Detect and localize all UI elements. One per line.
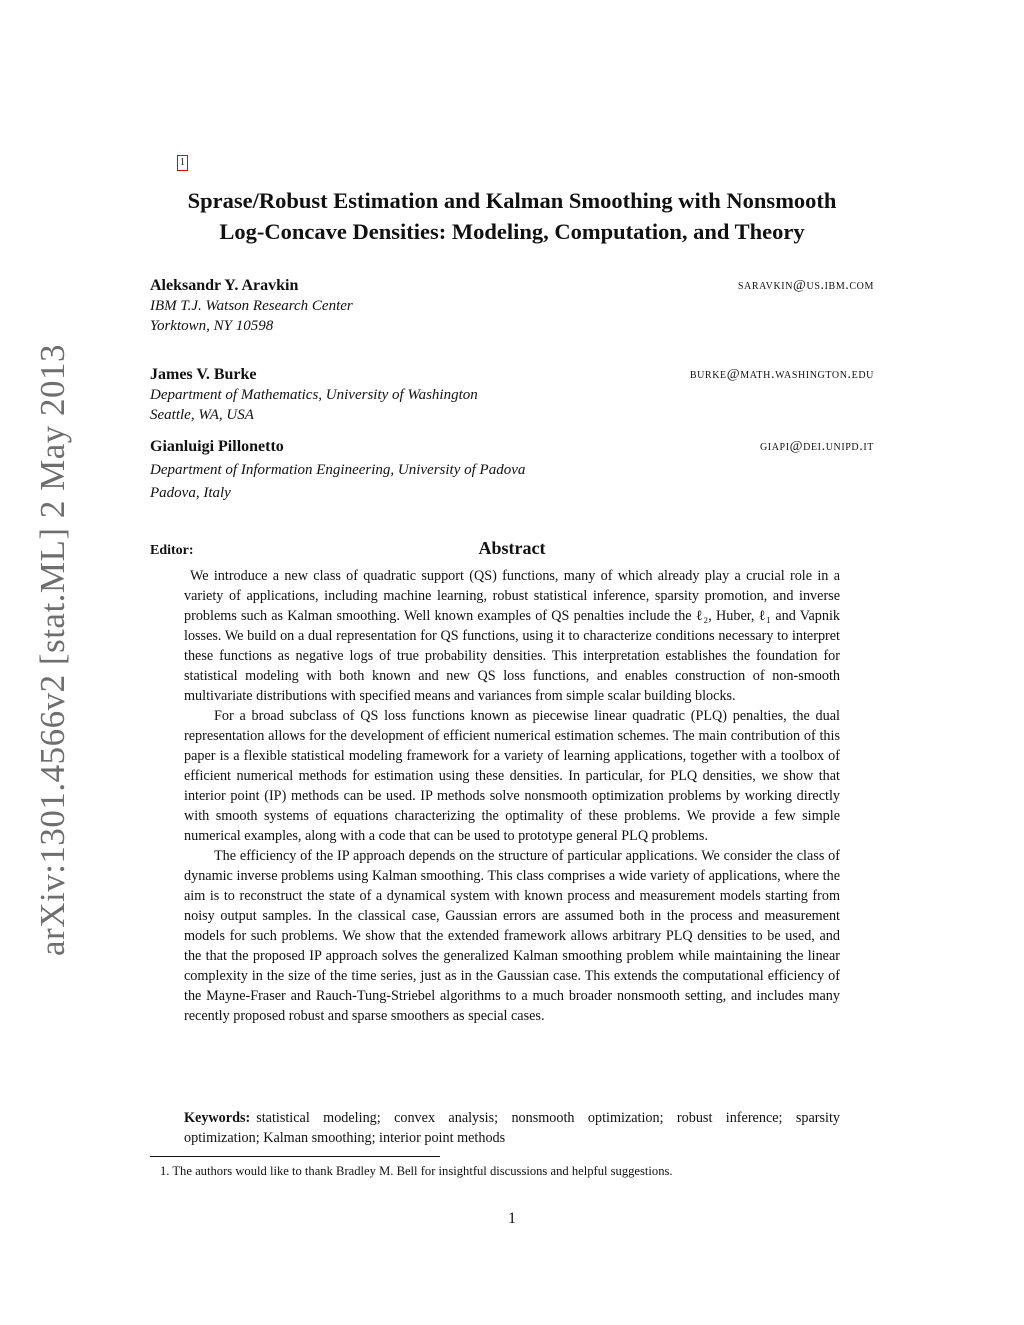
abstract-p1-text-b: , Huber, [708,608,759,624]
author-location: Yorktown, NY 10598 [150,318,274,334]
l1-symbol: ℓ₁ [758,608,772,624]
author-name: Aleksandr Y. Aravkin [150,277,299,294]
author-name: James V. Burke [150,366,257,383]
arxiv-identifier-stamp: arXiv:1301.4566v2 [stat.ML] 2 May 2013 [33,344,72,956]
footnote-text: 1. The authors would like to thank Bradley M. Bell for insightful discussions and helpful suggestions. [160,1164,673,1178]
author-affiliation: Department of Mathematics, University of Washington [150,387,478,403]
footnote-divider [150,1156,440,1157]
abstract-paragraph-1 [184,566,840,706]
abstract-p1-text-c: and Vapnik losses. We build on a dual representation for QS functions, using it to characterize conditions necessary to interpret these functions as negative logs of true probability densities. This interpretation establishes the foundation for statistical modeling with both known and new QS loss functions, and enables construction of non-smooth multivariate distributions with specified means and variances from simple scalar building blocks. [184,608,841,704]
author-location: Padova, Italy [150,485,231,501]
editor-label: Editor: [150,543,194,558]
abstract-paragraph-2: For a broad subclass of QS loss functions known as piecewise linear quadratic (PLQ) penalties, the dual representation allows for the development of efficient numerical estimation schemes. The main contribution of this paper is a flexible statistical modeling framework for a variety of learning applications, together with a toolbox of efficient numerical methods for estimation using these densities. In particular, for PLQ densities, we show that interior point (IP) methods can be used. IP methods solve nonsmooth optimization problems by working directly with smooth systems of equations characterizing the optimality of these problems. We provide a few simple numerical examples, along with a code that can be used to prototype general PLQ problems. [184,708,840,844]
author-location: Seattle, WA, USA [150,407,254,423]
keywords [184,1108,840,1148]
keywords-text: statistical modeling; convex analysis; nonsmooth optimization; robust inference; sparsity optimization; Kalman smoothing; interior point methods [184,1110,840,1146]
author-name: Gianluigi Pillonetto [150,438,284,455]
footnote-link[interactable]: 1 [177,155,188,171]
abstract-body [184,566,840,1026]
author-affiliation: Department of Information Engineering, University of Padova [150,462,526,478]
author-affiliation: IBM T.J. Watson Research Center [150,298,353,314]
l2-symbol: ℓ₂ [695,608,709,624]
paper-title-line-1: Sprase/Robust Estimation and Kalman Smoothing with Nonsmooth [187,188,837,213]
abstract-heading: Abstract [478,538,546,558]
author-block-1 [150,276,874,336]
paper-title-line-2: Log-Concave Densities: Modeling, Computation, and Theory [219,219,805,244]
page-number: 1 [508,1210,516,1227]
author-email: giapi@dei.unipd.it [759,439,874,454]
author-email: saravkin@us.ibm.com [737,278,874,293]
author-block-3 [150,437,874,503]
abstract-paragraph-3: The efficiency of the IP approach depends on the structure of particular applications. We consider the class of dynamic inverse problems using Kalman smoothing. This class comprises a wide variety of applications, where the aim is to reconstruct the state of a dynamical system with known process and measurement models starting from noisy output samples. In the classical case, Gaussian errors are assumed both in the process and measurement models for such problems. We show that the extended framework allows arbitrary PLQ densities to be used, and the that the proposed IP approach solves the generalized Kalman smoothing problem while maintaining the linear complexity in the size of the time series, just as in the Gaussian case. This extends the computational efficiency of the Mayne-Fraser and Rauch-Tung-Striebel algorithms to a much broader nonsmooth setting, and includes many recently proposed robust and sparse smoothers as special cases. [184,848,840,1024]
author-email: burke@math.washington.edu [689,367,874,382]
paper-title [150,185,874,247]
abstract-p1-text-a: We introduce a new class of quadratic support (QS) functions, many of which already play a crucial role in a variety of applications, including machine learning, robust statistical inference, sparsity promotion, and inverse problems such as Kalman smoothing. Well known examples of QS penalties include the [184,568,840,624]
author-block-2 [150,365,874,425]
keywords-label: Keywords: [184,1110,251,1126]
